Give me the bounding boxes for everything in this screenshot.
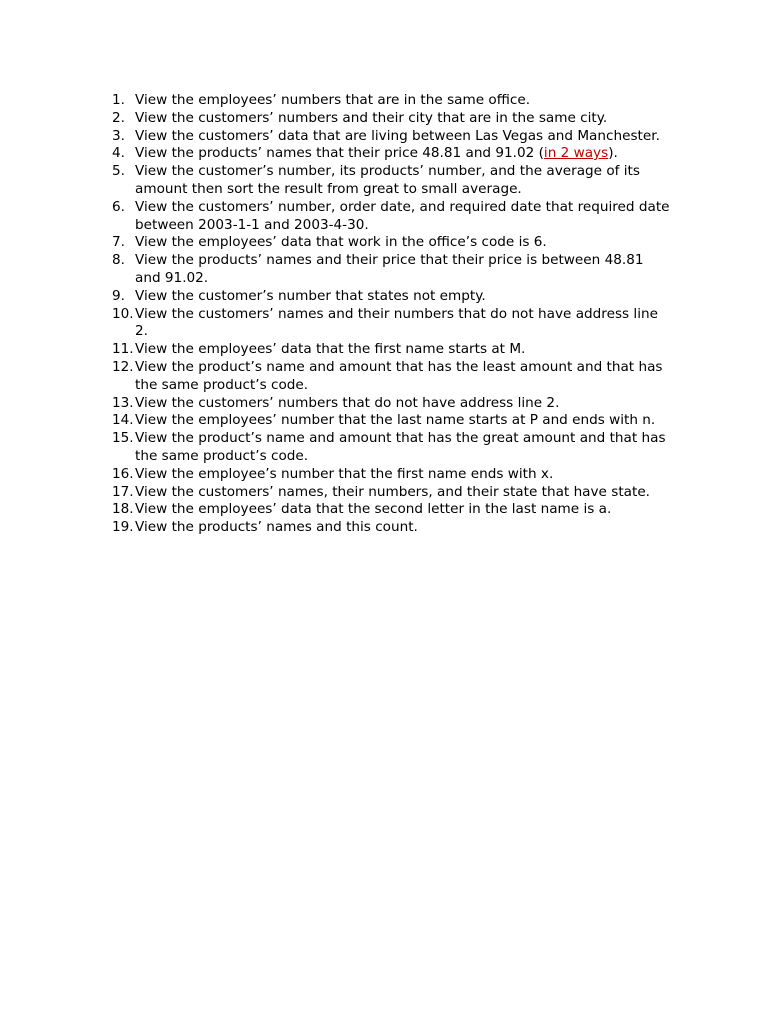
item-number: 15. [112, 430, 134, 447]
item-text: View the product’s name and amount that has the least amount and that has the same product’s code. [135, 358, 663, 393]
item-number: 8. [112, 252, 125, 269]
item-text: View the customers’ numbers and their city that are in the same city. [135, 109, 608, 126]
item-number: 16. [112, 465, 134, 482]
list-item [112, 252, 672, 288]
item-text: View the employees’ data that the second letter in the last name is a. [135, 501, 612, 518]
list-item [112, 199, 672, 235]
list-item [112, 306, 672, 342]
item-text: View the customers’ data that are living between Las Vegas and Manchester. [135, 127, 660, 144]
item-text-after: ). [608, 145, 618, 162]
item-number: 5. [112, 163, 125, 180]
list-item [112, 288, 672, 306]
list-item [112, 519, 672, 537]
query-list [112, 92, 672, 537]
list-item [112, 466, 672, 484]
item-text: View the customers’ number, order date, and required date that required date between 2003-1-1 and 2003-4-30. [135, 198, 670, 233]
list-item [112, 412, 672, 430]
item-number: 3. [112, 127, 125, 144]
list-item [112, 145, 672, 163]
item-number: 13. [112, 394, 134, 411]
item-text: View the employees’ data that work in the office’s code is 6. [135, 234, 547, 251]
item-number: 2. [112, 109, 125, 126]
list-item [112, 484, 672, 502]
item-number: 11. [112, 341, 134, 358]
item-text: View the products’ names and their price that their price is between 48.81 and 91.02. [135, 252, 644, 286]
item-number: 10. [112, 305, 134, 322]
list-item [112, 163, 672, 199]
item-text: View the customers’ names, their numbers, and their state that have state. [135, 483, 651, 500]
item-text: View the employees’ number that the last name starts at P and ends with n. [135, 412, 656, 429]
item-text: View the customers’ names and their numbers that do not have address line 2. [135, 305, 658, 340]
item-text: View the products’ names that their price 48.81 and 91.02 ( [135, 145, 544, 162]
item-number: 19. [112, 519, 134, 536]
item-text: View the customer’s number that states not empty. [135, 287, 486, 304]
item-number: 1. [112, 92, 125, 108]
item-number: 4. [112, 145, 125, 162]
list-item [112, 234, 672, 252]
list-item [112, 92, 672, 110]
list-item [112, 359, 672, 395]
item-number: 18. [112, 501, 134, 518]
item-number: 9. [112, 287, 125, 304]
item-number: 7. [112, 234, 125, 251]
list-item [112, 501, 672, 519]
item-number: 6. [112, 198, 125, 215]
item-text: View the product’s name and amount that has the great amount and that has the same product’s code. [135, 430, 666, 464]
item-text: View the customers’ numbers that do not have address line 2. [135, 394, 560, 411]
list-item [112, 430, 672, 466]
item-text: View the products’ names and this count. [135, 519, 418, 536]
in-2-ways-link[interactable]: in 2 ways [543, 145, 609, 162]
item-number: 17. [112, 483, 134, 500]
item-number: 14. [112, 412, 134, 429]
item-text: View the employees’ numbers that are in the same office. [135, 92, 531, 108]
list-item [112, 395, 672, 413]
list-item [112, 341, 672, 359]
item-text: View the employees’ data that the first name starts at M. [135, 341, 526, 358]
item-text: View the customer’s number, its products’ number, and the average of its amount then sort the result from great to small average. [135, 163, 640, 197]
list-item [112, 110, 672, 128]
item-number: 12. [112, 358, 134, 375]
list-item [112, 128, 672, 146]
item-text: View the employee’s number that the first name ends with x. [135, 465, 554, 482]
